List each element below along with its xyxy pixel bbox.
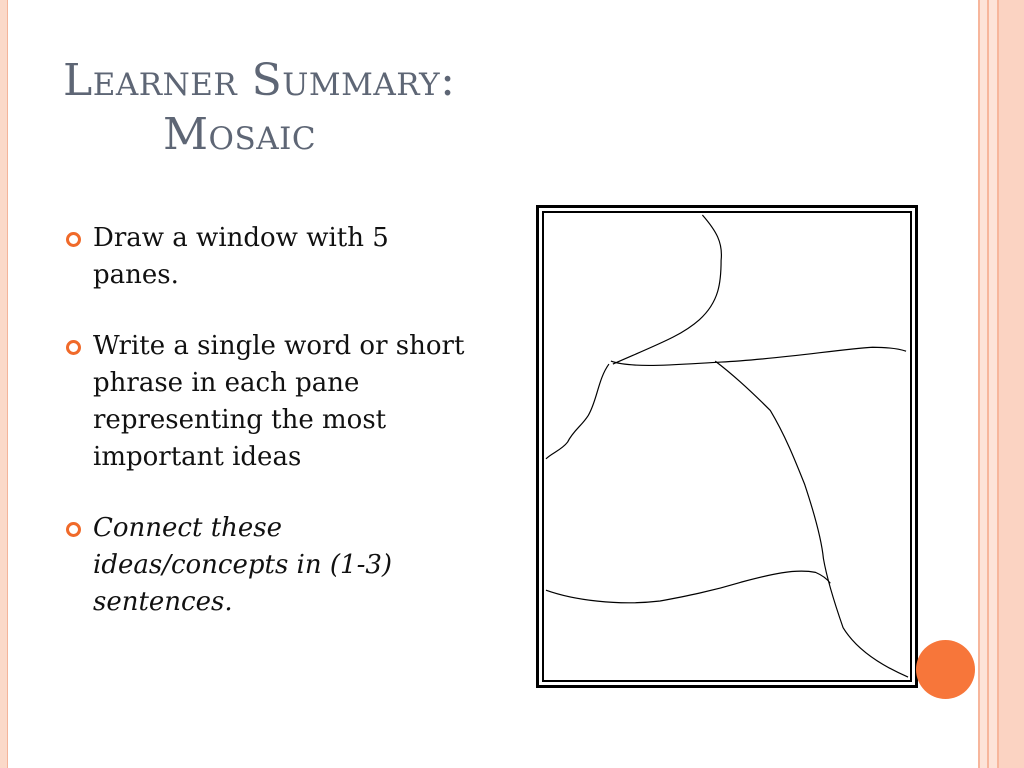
bullet-item (66, 510, 466, 621)
pane-divider-lines (544, 213, 910, 680)
title-line-2: Mosaic (163, 109, 317, 160)
divider-bottom (546, 571, 830, 603)
orange-ring-bullet-icon (66, 232, 81, 247)
bullet-text: Draw a window with 5 panes. (93, 223, 389, 290)
bullet-item (66, 328, 466, 476)
divider-right (715, 361, 908, 677)
slide-title (63, 54, 543, 162)
orange-ring-bullet-icon (66, 522, 81, 537)
divider-top (613, 215, 722, 364)
orange-ring-bullet-icon (66, 340, 81, 355)
title-line-1: Learner Summary: (63, 55, 456, 106)
bullet-item (66, 220, 466, 294)
bullet-text: Connect these ideas/concepts in (1-3) sentences. (93, 513, 393, 617)
divider-horizontal (611, 347, 906, 365)
bullet-list (66, 220, 466, 621)
window-inner-frame (542, 211, 912, 682)
left-border-strip (0, 0, 8, 768)
divider-left (546, 364, 609, 459)
orange-circle-icon (916, 640, 975, 699)
bullet-text: Write a single word or short phrase in each pane representing the most important ideas (93, 331, 465, 472)
mosaic-window-illustration (536, 205, 918, 688)
right-decorative-stripes (978, 0, 1024, 768)
